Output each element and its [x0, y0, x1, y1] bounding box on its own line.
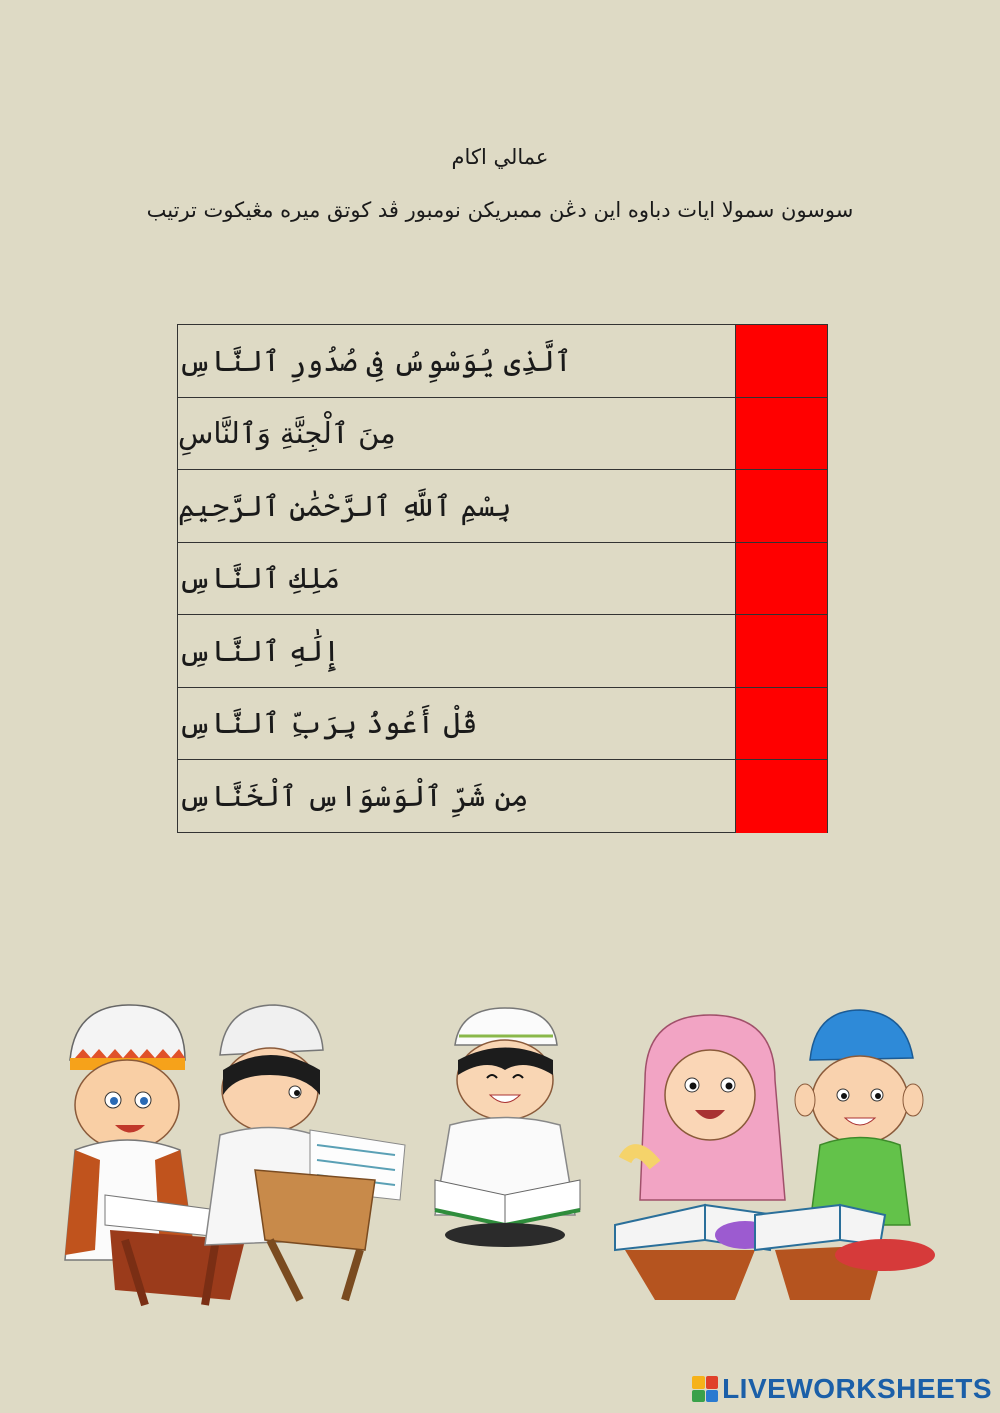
answer-input-box[interactable] [735, 325, 827, 397]
table-row [178, 760, 827, 833]
table-row [178, 543, 827, 616]
verse-text: بِسْمِ ٱللَّهِ ٱلرَّحْمَٰنِ ٱلرَّحِيمِ [178, 488, 512, 523]
liveworksheets-brand[interactable] [692, 1371, 992, 1407]
verse-ordering-table [177, 324, 828, 833]
answer-input-box[interactable] [735, 470, 827, 542]
verse-text: مِنَ ٱلْجِنَّةِ وَٱلنَّاسِ [178, 416, 396, 451]
table-row [178, 325, 827, 398]
brand-name: LIVEWORKSHEETS [722, 1373, 992, 1404]
table-row [178, 688, 827, 761]
child-4-figure [615, 1015, 785, 1300]
table-row [178, 615, 827, 688]
children-reading-quran-illustration [55, 1000, 955, 1320]
verse-text: ٱلَّذِى يُوَسْوِسُ فِى صُدُورِ ٱلنَّاسِ [178, 343, 572, 378]
table-row [178, 398, 827, 471]
table-row [178, 470, 827, 543]
answer-input-box[interactable] [735, 688, 827, 760]
worksheet-title: عمالي اکام [451, 145, 549, 169]
verse-text: قُلْ أَعُوذُ بِرَبِّ ٱلنَّاسِ [178, 706, 478, 741]
verse-text: مَلِكِ ٱلنَّاسِ [178, 561, 341, 596]
worksheet-instruction: سوسون سمولا ايات دباوه اين دڠن ممبريکن نومبور ڤد کوتق ميره مڠيکوت ترتيب [146, 198, 854, 222]
answer-input-box[interactable] [735, 543, 827, 615]
verse-text: إِلَٰهِ ٱلنَّاسِ [178, 633, 341, 668]
answer-input-box[interactable] [735, 398, 827, 470]
child-3-figure [435, 1008, 580, 1247]
verse-text: مِن شَرِّ ٱلْوَسْوَاسِ ٱلْخَنَّاسِ [178, 779, 529, 814]
answer-input-box[interactable] [735, 760, 827, 833]
answer-input-box[interactable] [735, 615, 827, 687]
liveworksheets-logo-icon [692, 1376, 718, 1402]
